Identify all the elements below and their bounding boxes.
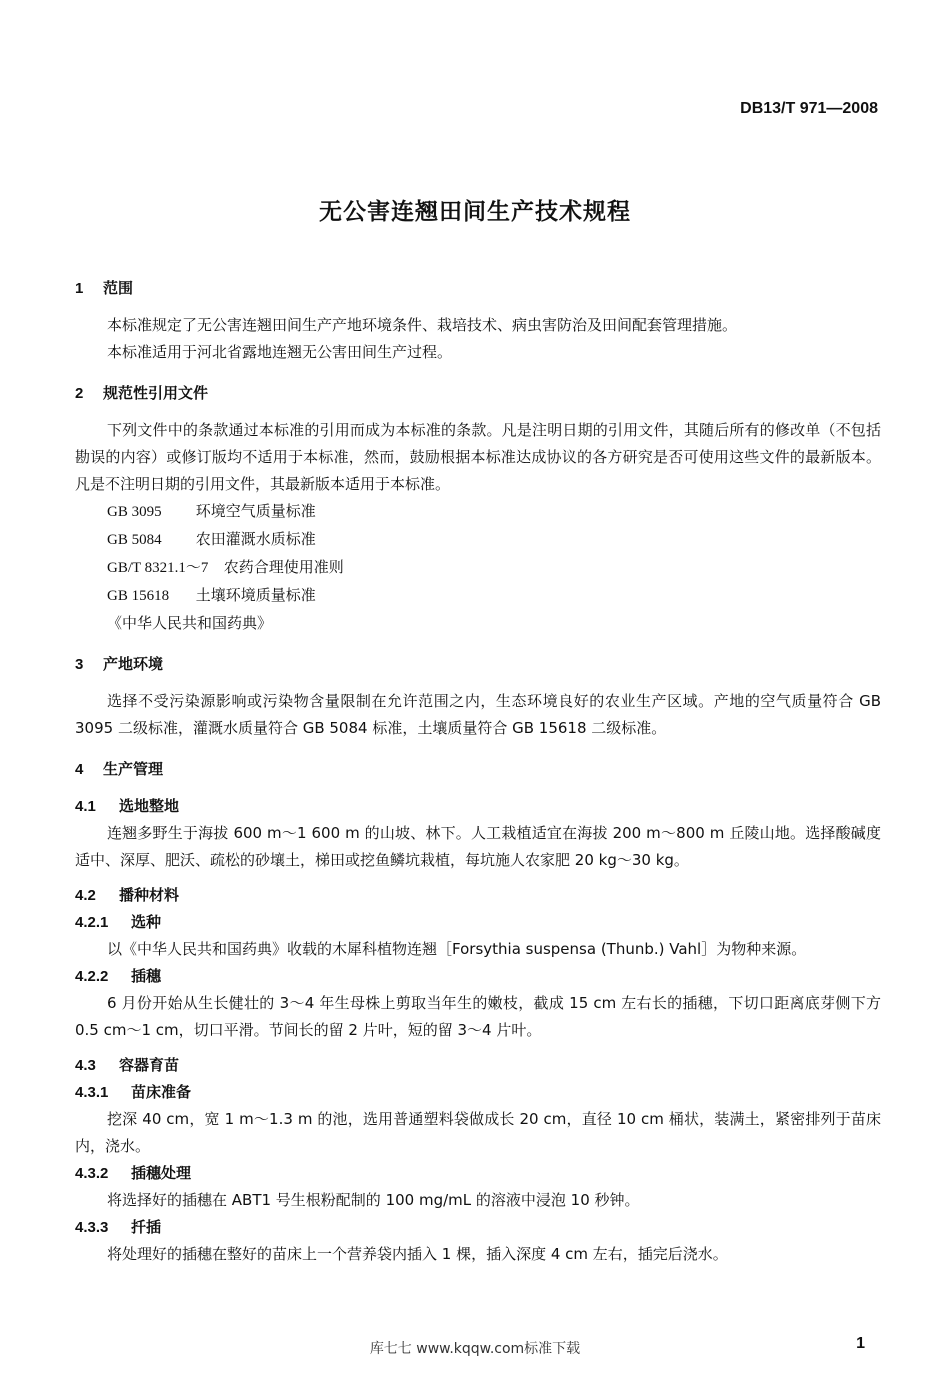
reference-name: 农田灌溉水质标准 bbox=[195, 530, 316, 548]
section-title: 生产管理 bbox=[103, 760, 164, 778]
section-title: 播种材料 bbox=[119, 886, 180, 904]
section-number: 4.3.1 bbox=[75, 1084, 109, 1101]
section-number: 4.2 bbox=[75, 887, 96, 904]
section-title: 规范性引用文件 bbox=[103, 384, 209, 402]
section-heading-2 bbox=[75, 380, 881, 407]
subsection-heading-4-1 bbox=[75, 793, 881, 820]
section-heading-4 bbox=[75, 756, 881, 783]
reference-code: GB/T 8321.1～7 bbox=[107, 560, 209, 576]
subsection-heading-4-3 bbox=[75, 1052, 881, 1079]
reference-item bbox=[75, 554, 881, 582]
section-number: 3 bbox=[75, 656, 84, 673]
section-title: 容器育苗 bbox=[119, 1056, 180, 1074]
section-number: 4.3.2 bbox=[75, 1165, 109, 1182]
paragraph: 下列文件中的条款通过本标准的引用而成为本标准的条款。凡是注明日期的引用文件，其随后所有的修改单（不包括勘误的内容）或修订版均不适用于本标准，然而，鼓励根据本标准达成协议的各方研究是否可使用这些文件的最新版本。凡是不注明日期的引用文件，其最新版本适用于本标准。 bbox=[75, 421, 881, 493]
paragraph: 6 月份开始从生长健壮的 3～4 年生母株上剪取当年生的嫩枝，截成 15 cm 左右长的插穗，下切口距离底芽侧下方 0.5 cm～1 cm，切口平滑。节间长的留 2 片叶，短的留 3～4 片叶。 bbox=[75, 994, 881, 1039]
paragraph: 将处理好的插穗在整好的苗床上一个营养袋内插入 1 棵，插入深度 4 cm 左右，插完后浇水。 bbox=[107, 1245, 728, 1263]
reference-code: GB 3095 bbox=[107, 504, 162, 520]
subsection-heading-4-2-2 bbox=[75, 963, 881, 990]
reference-item bbox=[75, 498, 881, 526]
reference-book: 《中华人民共和国药典》 bbox=[107, 614, 273, 632]
subsection-heading-4-3-1 bbox=[75, 1079, 881, 1106]
paragraph: 以《中华人民共和国药典》收载的木犀科植物连翘［Forsythia suspensa (Thunb.) Vahl］为物种来源。 bbox=[107, 940, 807, 958]
paragraph: 选择不受污染源影响或污染物含量限制在允许范围之内，生态环境良好的农业生产区域。产地的空气质量符合 GB 3095 二级标准，灌溉水质量符合 GB 5084 标准，土壤质量符合 GB 15618 二级标准。 bbox=[75, 692, 881, 737]
reference-code: GB 15618 bbox=[107, 588, 170, 604]
section-heading-3 bbox=[75, 651, 881, 678]
section-title: 插穗处理 bbox=[131, 1164, 192, 1182]
section-title: 范围 bbox=[103, 279, 134, 297]
section-number: 4.2.2 bbox=[75, 968, 109, 985]
standard-code: DB13/T 971—2008 bbox=[740, 100, 878, 117]
reference-item bbox=[75, 582, 881, 610]
section-number: 2 bbox=[75, 385, 84, 402]
section-title: 插穗 bbox=[131, 967, 162, 985]
section-number: 4.2.1 bbox=[75, 914, 109, 931]
reference-name: 土壤环境质量标准 bbox=[195, 586, 316, 604]
footer-watermark: 库七七 www.kqqw.com标准下载 bbox=[369, 1341, 581, 1357]
document-title: 无公害连翘田间生产技术规程 bbox=[319, 199, 631, 225]
reference-item bbox=[75, 526, 881, 554]
section-number: 4 bbox=[75, 761, 84, 778]
section-number: 1 bbox=[75, 280, 84, 297]
section-number: 4.3 bbox=[75, 1057, 96, 1074]
reference-code: GB 5084 bbox=[107, 532, 162, 548]
reference-name: 农药合理使用准则 bbox=[223, 558, 344, 576]
section-title: 选种 bbox=[131, 913, 162, 931]
paragraph: 连翘多野生于海拔 600 m～1 600 m 的山坡、林下。人工栽植适宜在海拔 200 m～800 m 丘陵山地。选择酸碱度适中、深厚、肥沃、疏松的砂壤土，梯田或挖鱼鳞坑栽植，每坑施人农家肥 20 kg～30 kg。 bbox=[75, 824, 881, 869]
section-heading-1 bbox=[75, 275, 881, 302]
section-title: 选地整地 bbox=[119, 797, 180, 815]
paragraph: 将选择好的插穗在 ABT1 号生根粉配制的 100 mg/mL 的溶液中浸泡 10 秒钟。 bbox=[107, 1191, 640, 1209]
section-title: 产地环境 bbox=[103, 655, 164, 673]
section-number: 4.1 bbox=[75, 798, 96, 815]
paragraph: 本标准规定了无公害连翘田间生产产地环境条件、栽培技术、病虫害防治及田间配套管理措施。 bbox=[107, 316, 738, 334]
subsection-heading-4-3-3 bbox=[75, 1214, 881, 1241]
section-title: 苗床准备 bbox=[131, 1083, 192, 1101]
subsection-heading-4-2-1 bbox=[75, 909, 881, 936]
page-number: 1 bbox=[856, 1335, 865, 1352]
section-number: 4.3.3 bbox=[75, 1219, 109, 1236]
subsection-heading-4-3-2 bbox=[75, 1160, 881, 1187]
paragraph: 本标准适用于河北省露地连翘无公害田间生产过程。 bbox=[107, 343, 453, 361]
section-title: 扦插 bbox=[131, 1218, 162, 1236]
paragraph: 挖深 40 cm，宽 1 m～1.3 m 的池，选用普通塑料袋做成长 20 cm，直径 10 cm 桶状，装满土，紧密排列于苗床内，浇水。 bbox=[75, 1110, 881, 1155]
reference-name: 环境空气质量标准 bbox=[195, 502, 316, 520]
document-body bbox=[75, 275, 881, 1268]
subsection-heading-4-2 bbox=[75, 882, 881, 909]
